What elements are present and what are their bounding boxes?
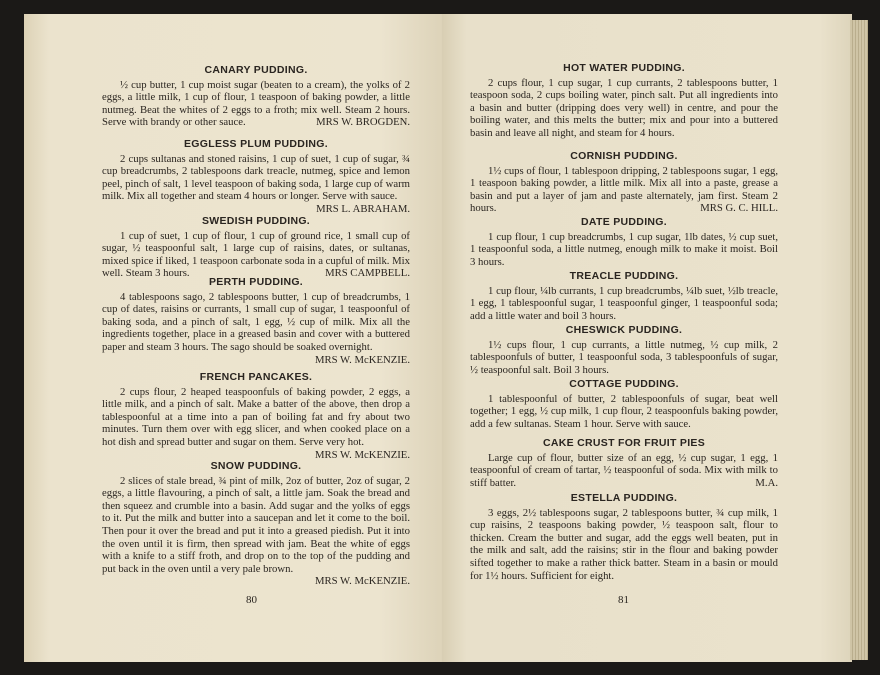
recipe-text: 4 tablespoons sago, 2 tablespoons butter, 1 cup of breadcrumbs, 1 cup of dates, raisins or currants, 1 small cup of sugar, 1 teaspoonful of baking soda, and a pinch of salt, 1 egg, ½ cup of milk. Mix all the ingredients together, place in a greased basin and cover with a buttered paper and steam 3 hours. The sago should be soaked overnight. <box>102 290 410 353</box>
recipe-body: 1½ cups flour, 1 cup currants, a little nutmeg, ½ cup milk, 2 tablespoonfuls of butter, 1 teaspoonful soda, 3 tablespoonfuls of sugar, ½ teaspoonful salt. Boil 3 hours. <box>470 338 778 376</box>
recipe-snow-pudding <box>102 460 410 588</box>
recipe-body: 1 tablespoonful of butter, 2 tablespoonfuls of sugar, beat well together; 1 egg, ½ cup milk, 1 cup flour, 2 teaspoonfuls baking powder, add a few sultanas. Steam 1 hour. Serve with sauce. <box>470 392 778 430</box>
left-page <box>24 14 442 662</box>
recipe-body <box>102 291 410 367</box>
recipe-text: 2 cups sultanas and stoned raisins, 1 cup of suet, 1 cup of sugar, ¾ cup breadcrumbs, 2 tablespoons dark treacle, nutmeg, spice and lemon peel, pinch of salt, 1 level teaspoon of baking soda, 1 large cup of warm milk. Mix all together and steam 4 hours or longer. Serve with sauce. <box>102 152 410 203</box>
recipe-text: ½ cup butter, 1 cup moist sugar (beaten to a cream), the yolks of 2 eggs, a little milk, 1 cup of flour, 1 teaspoon of baking powder, a little nutmeg. Beat the whites of 2 eggs to a froth; mix well. Steam 2 hours. Serve with brandy or other sauce. <box>102 78 410 129</box>
recipe-body <box>102 79 410 129</box>
recipe-title: CHESWICK PUDDING. <box>565 324 683 336</box>
recipe-body <box>102 230 410 280</box>
recipe-swedish-pudding <box>102 215 410 280</box>
recipe-signature: MRS CAMPBELL. <box>325 267 410 280</box>
right-page <box>442 14 852 662</box>
page-number: 81 <box>618 594 629 606</box>
recipe-body: 2 cups flour, 1 cup sugar, 1 cup currants, 2 tablespoons butter, 1 teaspoon soda, 2 cups boiling water, pinch salt. Put all ingredients into a basin and butter (dripping does very well) in centre, and pour the boiling water, and this melts the butter; mix and pour into a buttered basin and leave all night, and steam for 4 hours. <box>470 76 778 139</box>
recipe-title: ESTELLA PUDDING. <box>570 492 678 504</box>
recipe-title: EGGLESS PLUM PUDDING. <box>184 138 328 150</box>
recipe-date-pudding <box>470 216 778 268</box>
recipe-title: PERTH PUDDING. <box>208 276 304 288</box>
recipe-signature: MRS G. C. HILL. <box>700 202 778 215</box>
recipe-treacle-pudding <box>470 270 778 322</box>
recipe-title: SWEDISH PUDDING. <box>201 215 311 227</box>
recipe-title: TREACLE PUDDING. <box>569 270 679 282</box>
recipe-body: 3 eggs, 2½ tablespoons sugar, 2 tablespoons butter, ¾ cup milk, 1 cup raisins, 2 teaspoons baking powder, ½ teaspoon salt, flour to thicken. Cream the butter and sugar, add the eggs well beaten, put in the milk and salt, add the raisins; stir in the flour and baking powder sifted together to make a rather thick batter. Steam in a basin or mould for 1½ hours. Sufficient for eight. <box>470 506 778 582</box>
recipe-text: 1 cup of suet, 1 cup of flour, 1 cup of ground rice, 1 small cup of sugar, ½ teaspoonful salt, 1 large cup of raisins, dates, or sultanas, mixed spice if liked, 1 teaspoon carbonate soda in a cupful of milk. Mix well. Steam 3 hours. <box>102 229 410 280</box>
recipe-title: DATE PUDDING. <box>581 216 667 228</box>
recipe-perth-pudding <box>102 276 410 366</box>
recipe-signature: MRS W. BROGDEN. <box>316 116 410 129</box>
recipe-text: 1½ cups of flour, 1 tablespoon dripping, 2 tablespoons sugar, 1 egg, 1 teaspoon baking powder, a little milk. Mix all into a paste, grease a basin and put a layer of jam and paste alternately, jam first. Steam 2 hours. <box>470 164 778 215</box>
recipe-text: 2 cups flour, 2 heaped teaspoonfuls of baking powder, 2 eggs, a little milk, and a pinch of salt. Make a batter of the above, then drop a tablespoonful at a time into a pan of boiling fat and fry about two minutes. Turn them over with egg slicer, and when cooked place on a hot dish and spread butter and sugar on them. Serve very hot. <box>102 385 410 448</box>
page-number: 80 <box>246 594 257 606</box>
recipe-title: SNOW PUDDING. <box>210 460 302 472</box>
recipe-french-pancakes <box>102 371 410 461</box>
recipe-cake-crust-for-fruit-pies <box>470 437 778 489</box>
recipe-canary-pudding <box>102 64 410 129</box>
recipe-signature: MRS W. McKENZIE. <box>314 448 410 461</box>
recipe-signature: M.A. <box>755 476 778 489</box>
recipe-cheswick-pudding <box>470 324 778 376</box>
recipe-title: FRENCH PANCAKES. <box>199 371 313 383</box>
recipe-text: 2 slices of stale bread, ¾ pint of milk, 2oz of butter, 2oz of sugar, 2 eggs, a little flavouring, a pinch of salt, a little jam. Soak the bread and then squeez and crumble into a basin. Add sugar and the yolks of eggs to it. Put the milk and butter into a saucepan and let it come to the boil. Then pour it over the bread and put it into a greased piedish. Put it into the oven until it is firm, then spread with jam. Beat the white of eggs with a knife to a stiff froth, and drop on to the top of the pudding and put back in the oven until a very pale brown. <box>102 474 410 575</box>
recipe-text: Large cup of flour, butter size of an egg, ½ cup sugar, 1 egg, 1 teaspoonful of cream of tartar, ½ teaspoonful of soda. Mix with milk to stiff batter. <box>470 451 778 489</box>
recipe-body: 1 cup flour, ¼lb currants, 1 cup breadcrumbs, ¼lb suet, ½lb treacle, 1 egg, 1 tablespoonful sugar, 1 teaspoonful ginger, 1 teaspoonful soda; add a little water and boil 3 hours. <box>470 284 778 322</box>
recipe-signature: MRS L. ABRAHAM. <box>316 202 410 215</box>
recipe-body <box>470 165 778 215</box>
recipe-eggless-plum-pudding <box>102 138 410 216</box>
recipe-body: 1 cup flour, 1 cup breadcrumbs, 1 cup sugar, 1lb dates, ½ cup suet, 1 teaspoonful soda, a little nutmeg, enough milk to make it moist. Boil 3 hours. <box>470 230 778 268</box>
recipe-title: COTTAGE PUDDING. <box>569 378 679 390</box>
recipe-body <box>470 452 778 490</box>
recipe-estella-pudding <box>470 492 778 582</box>
recipe-signature: MRS W. McKENZIE. <box>314 575 410 588</box>
recipe-title: HOT WATER PUDDING. <box>563 62 685 74</box>
recipe-cottage-pudding <box>470 378 778 430</box>
page-edges <box>850 20 868 660</box>
recipe-cornish-pudding <box>470 150 778 215</box>
recipe-body <box>102 385 410 461</box>
recipe-title: CAKE CRUST FOR FRUIT PIES <box>542 437 706 449</box>
recipe-signature: MRS W. McKENZIE. <box>314 353 410 366</box>
recipe-body <box>102 152 410 215</box>
recipe-title: CORNISH PUDDING. <box>570 150 678 162</box>
recipe-hot-water-pudding <box>470 62 778 140</box>
recipe-title: CANARY PUDDING. <box>204 64 308 76</box>
recipe-body <box>102 475 410 588</box>
